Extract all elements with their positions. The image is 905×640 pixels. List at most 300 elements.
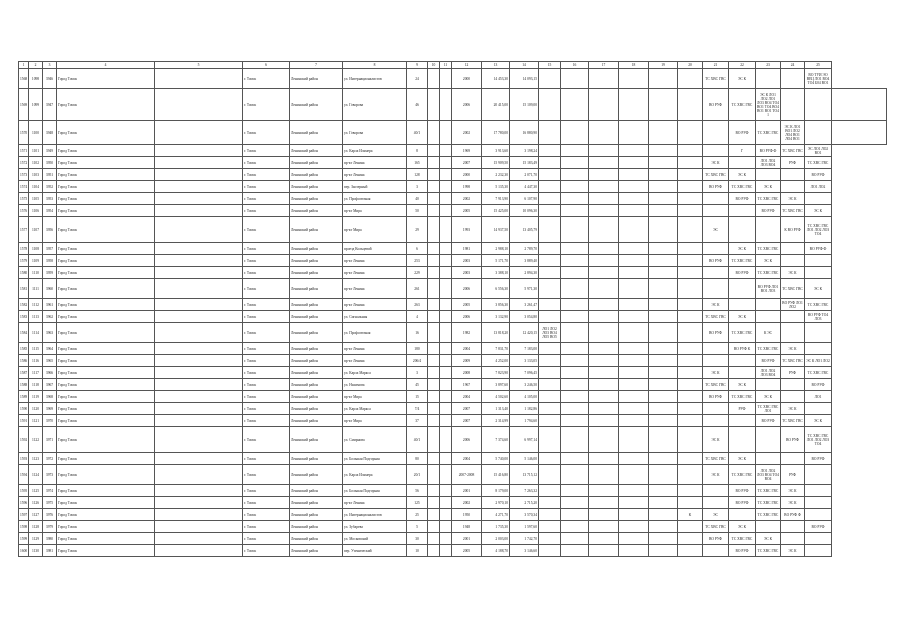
column-number: 3 bbox=[43, 62, 57, 69]
table-cell bbox=[539, 157, 561, 169]
table-cell: 1572 bbox=[19, 157, 29, 169]
table-cell: ТС ХВС ГВС bbox=[729, 255, 756, 267]
table-cell: ТС ХВС ГВС bbox=[805, 157, 832, 169]
table-cell bbox=[440, 533, 452, 545]
table-cell: ТС ХВС ГВС bbox=[703, 169, 729, 181]
table-cell bbox=[561, 391, 589, 403]
table-cell: ул. Говорова bbox=[343, 121, 407, 145]
table-cell: 1584 bbox=[19, 323, 29, 343]
column-number: 2 bbox=[29, 62, 43, 69]
table-cell bbox=[619, 279, 649, 299]
table-row bbox=[19, 169, 887, 181]
table-cell bbox=[155, 217, 243, 243]
table-cell bbox=[428, 311, 440, 323]
table-cell: Ленинский район bbox=[290, 521, 343, 533]
table-cell bbox=[649, 205, 678, 217]
table-cell bbox=[649, 267, 678, 279]
table-cell bbox=[678, 497, 703, 509]
table-cell bbox=[561, 521, 589, 533]
table-cell bbox=[589, 69, 619, 89]
table-cell: 2000 bbox=[452, 169, 482, 181]
table-cell: ЭС К bbox=[729, 169, 756, 181]
table-cell: 3 133,05 bbox=[510, 355, 539, 367]
table-cell: 1 794,60 bbox=[510, 415, 539, 427]
table-cell: 1573 bbox=[19, 169, 29, 181]
table-cell: ТС ХВС ГВС bbox=[805, 367, 832, 379]
table-cell bbox=[561, 279, 589, 299]
table-cell: ТС ХВС ГВС bbox=[805, 299, 832, 311]
table-cell: 14 937,50 bbox=[482, 217, 510, 243]
table-cell: ЭС К ЛО1 ВО1 ЛО2 ЛО4 ВО1 ЛО4 ВО1 bbox=[781, 121, 805, 145]
table-cell: ЛО1 ЛО2 ЛО3 ВО4 ТО4 ВО4 bbox=[756, 465, 781, 485]
table-cell bbox=[440, 181, 452, 193]
table-cell bbox=[155, 391, 243, 403]
table-cell: ЭС К ЛО1 ЛО2 ЛО1 ЛО3 ВО4 ТО4 ВО1 ТО4 ВО4 ВО1 ВО1 ТО4 1 bbox=[756, 89, 781, 121]
table-cell: 6 556,30 bbox=[482, 279, 510, 299]
table-cell: 1129 bbox=[29, 533, 43, 545]
table-cell: ТС ХВС ГВС bbox=[703, 311, 729, 323]
table-row bbox=[19, 521, 887, 533]
table-cell bbox=[428, 453, 440, 465]
table-cell: 206/4 bbox=[407, 355, 428, 367]
table-cell: г. Томск bbox=[243, 205, 290, 217]
table-cell bbox=[539, 509, 561, 521]
table-cell bbox=[703, 415, 729, 427]
table-cell bbox=[589, 181, 619, 193]
table-cell bbox=[805, 89, 832, 121]
table-cell: 1112 bbox=[29, 299, 43, 311]
table-cell bbox=[678, 267, 703, 279]
table-cell: проезд Кольцевой bbox=[343, 243, 407, 255]
table-cell bbox=[155, 403, 243, 415]
table-cell bbox=[805, 509, 832, 521]
table-cell: Ленинский район bbox=[290, 311, 343, 323]
column-number: 16 bbox=[561, 62, 589, 69]
table-cell: 1576 bbox=[19, 205, 29, 217]
table-cell bbox=[703, 343, 729, 355]
table-row bbox=[19, 69, 887, 89]
table-cell: 3963 bbox=[43, 323, 57, 343]
table-cell: ул. Большая Подгорная bbox=[343, 453, 407, 465]
table-cell: 1109 bbox=[29, 255, 43, 267]
table-cell: пр-кт Ленина bbox=[343, 157, 407, 169]
table-cell: ТС ХВС ГВС bbox=[756, 509, 781, 521]
table-cell bbox=[539, 403, 561, 415]
table-cell bbox=[781, 89, 805, 121]
table-cell: 5 135,30 bbox=[482, 181, 510, 193]
table-cell bbox=[678, 379, 703, 391]
table-cell bbox=[649, 243, 678, 255]
table-cell: Город Томск bbox=[57, 193, 155, 205]
table-cell: Ленинский район bbox=[290, 267, 343, 279]
table-cell bbox=[649, 453, 678, 465]
table-cell: 3 198,24 bbox=[510, 145, 539, 157]
table-cell bbox=[589, 267, 619, 279]
table-cell bbox=[589, 205, 619, 217]
table-cell: 13 715,12 bbox=[510, 465, 539, 485]
table-row bbox=[19, 145, 887, 157]
table-cell bbox=[805, 343, 832, 355]
table-row bbox=[19, 181, 887, 193]
table-cell: 3966 bbox=[43, 367, 57, 379]
table-cell: ул. Говорова bbox=[343, 89, 407, 121]
table-cell bbox=[539, 427, 561, 453]
table-cell bbox=[678, 279, 703, 299]
table-cell bbox=[649, 69, 678, 89]
table-cell bbox=[805, 267, 832, 279]
table-cell bbox=[440, 145, 452, 157]
table-cell: ЭС К bbox=[729, 243, 756, 255]
table-cell: 4 447,30 bbox=[510, 181, 539, 193]
table-cell bbox=[589, 533, 619, 545]
table-cell: 3947 bbox=[43, 89, 57, 121]
table-cell bbox=[649, 379, 678, 391]
table-cell: ТС ХВС ГВС bbox=[729, 465, 756, 485]
table-cell bbox=[781, 323, 805, 343]
table-cell bbox=[781, 311, 805, 323]
table-cell: ТС ХВС ГВС ЛО1 ЛО2 ЛО3 ТО4 bbox=[805, 217, 832, 243]
table-cell: г. Томск bbox=[243, 311, 290, 323]
table-cell bbox=[589, 217, 619, 243]
table-cell: 2007 bbox=[452, 415, 482, 427]
table-cell bbox=[756, 299, 781, 311]
table-cell bbox=[428, 323, 440, 343]
table-cell: ТС ХВС ГВС bbox=[729, 533, 756, 545]
table-cell: ТС ХВС ГВС bbox=[781, 205, 805, 217]
table-cell bbox=[428, 379, 440, 391]
table-cell: 40 bbox=[407, 193, 428, 205]
table-cell bbox=[155, 169, 243, 181]
table-cell: 2 988,10 bbox=[482, 243, 510, 255]
column-number: 9 bbox=[407, 62, 428, 69]
table-cell bbox=[155, 267, 243, 279]
table-cell: 7 263,32 bbox=[510, 485, 539, 497]
table-cell bbox=[589, 255, 619, 267]
table-cell: 1571 bbox=[19, 145, 29, 157]
table-cell bbox=[428, 465, 440, 485]
table-cell: Ленинский район bbox=[290, 403, 343, 415]
table-cell bbox=[756, 521, 781, 533]
table-cell bbox=[678, 217, 703, 243]
table-cell bbox=[703, 145, 729, 157]
table-cell bbox=[561, 89, 589, 121]
table-cell: Город Томск bbox=[57, 181, 155, 193]
table-cell bbox=[539, 367, 561, 379]
table-cell bbox=[561, 169, 589, 181]
table-cell bbox=[561, 193, 589, 205]
table-cell: Город Томск bbox=[57, 89, 155, 121]
column-number: 10 bbox=[428, 62, 440, 69]
table-cell: 3948 bbox=[43, 121, 57, 145]
table-cell: 1998 bbox=[452, 181, 482, 193]
table-cell: пр-кт Мира bbox=[343, 415, 407, 427]
table-cell: 5 146,00 bbox=[510, 453, 539, 465]
column-number: 17 bbox=[589, 62, 619, 69]
table-cell: г. Томск bbox=[243, 533, 290, 545]
table-cell: ТС ХВС ГВС bbox=[729, 323, 756, 343]
table-cell bbox=[440, 169, 452, 181]
table-cell bbox=[155, 279, 243, 299]
table-cell: Город Томск bbox=[57, 311, 155, 323]
table-cell bbox=[781, 255, 805, 267]
table-cell: 3951 bbox=[43, 169, 57, 181]
table-cell bbox=[589, 403, 619, 415]
table-cell: Ленинский район bbox=[290, 427, 343, 453]
table-cell: 2000 bbox=[452, 69, 482, 89]
table-cell bbox=[561, 545, 589, 557]
table-cell bbox=[619, 403, 649, 415]
table-cell bbox=[440, 379, 452, 391]
column-number: 5 bbox=[155, 62, 243, 69]
table-cell: 1110 bbox=[29, 267, 43, 279]
table-cell: 3956 bbox=[43, 217, 57, 243]
table-cell: ул. Профсоюзная bbox=[343, 193, 407, 205]
table-cell: г. Томск bbox=[243, 299, 290, 311]
table-cell bbox=[440, 193, 452, 205]
table-cell: 2004 bbox=[452, 391, 482, 403]
table-cell: Ленинский район bbox=[290, 299, 343, 311]
column-number: 15 bbox=[539, 62, 561, 69]
table-cell bbox=[619, 367, 649, 379]
table-cell bbox=[155, 485, 243, 497]
table-cell: 2 715,20 bbox=[510, 497, 539, 509]
table-cell bbox=[440, 427, 452, 453]
table-cell bbox=[539, 415, 561, 427]
table-cell bbox=[561, 69, 589, 89]
table-cell: ТС ХВС ГВС bbox=[729, 181, 756, 193]
table-cell bbox=[678, 355, 703, 367]
table-cell bbox=[649, 391, 678, 403]
table-cell bbox=[440, 485, 452, 497]
table-cell: 1948 bbox=[452, 521, 482, 533]
table-cell: 5 740,00 bbox=[482, 453, 510, 465]
table-cell: ТС ХВС ГВС bbox=[756, 497, 781, 509]
table-cell bbox=[539, 453, 561, 465]
table-cell: ул. Карла Ильмера bbox=[343, 465, 407, 485]
table-cell bbox=[649, 279, 678, 299]
table-cell: 1950 bbox=[452, 509, 482, 521]
table-cell bbox=[440, 497, 452, 509]
table-cell: Ленинский район bbox=[290, 121, 343, 145]
table-cell bbox=[428, 509, 440, 521]
table-cell: 1102 bbox=[29, 157, 43, 169]
table-cell: ЛО1 ЛО2 ЛО3 ВО4 bbox=[756, 367, 781, 379]
table-row bbox=[19, 267, 887, 279]
table-row bbox=[19, 255, 887, 267]
table-cell: 2009 bbox=[452, 355, 482, 367]
table-row bbox=[19, 367, 887, 379]
table-cell: г. Томск bbox=[243, 243, 290, 255]
table-cell: ТС ХВС ГВС bbox=[756, 193, 781, 205]
table-cell: г. Томск bbox=[243, 545, 290, 557]
table-cell: г. Томск bbox=[243, 145, 290, 157]
table-cell: 3 132,90 bbox=[482, 311, 510, 323]
table-cell: 7 831,70 bbox=[482, 343, 510, 355]
table-cell: ВО РУФ bbox=[756, 205, 781, 217]
table-cell: 3954 bbox=[43, 205, 57, 217]
table-cell: 1104 bbox=[29, 181, 43, 193]
table-cell: Город Томск bbox=[57, 279, 155, 299]
table-cell: ул. Сигнальная bbox=[343, 311, 407, 323]
table-cell bbox=[619, 181, 649, 193]
table-cell: ТС ХВС ГВС bbox=[756, 343, 781, 355]
table-cell bbox=[155, 69, 243, 89]
table-cell: 10 096,30 bbox=[510, 205, 539, 217]
table-cell bbox=[703, 121, 729, 145]
table-cell: г. Томск bbox=[243, 379, 290, 391]
table-cell: ЭС К bbox=[729, 311, 756, 323]
table-cell: Ленинский район bbox=[290, 355, 343, 367]
table-cell bbox=[619, 243, 649, 255]
table-cell: 1108 bbox=[29, 243, 43, 255]
table-cell: К ВО РУФ bbox=[781, 217, 805, 243]
table-cell: 40/1 bbox=[407, 121, 428, 145]
table-row bbox=[19, 193, 887, 205]
table-cell: 1117 bbox=[29, 367, 43, 379]
register-table bbox=[18, 61, 887, 557]
table-cell bbox=[703, 485, 729, 497]
table-cell: Город Томск bbox=[57, 267, 155, 279]
table-cell: ЭС bbox=[703, 217, 729, 243]
table-cell: 20 415,00 bbox=[482, 89, 510, 121]
table-row bbox=[19, 509, 887, 521]
table-cell: ВО РУФ bbox=[729, 121, 756, 145]
table-cell: ЭС К bbox=[781, 343, 805, 355]
table-cell bbox=[703, 403, 729, 415]
table-cell: 5 171,70 bbox=[482, 255, 510, 267]
table-cell bbox=[649, 217, 678, 243]
table-cell bbox=[589, 169, 619, 181]
table-cell: 46 bbox=[407, 89, 428, 121]
table-cell: 1107 bbox=[29, 217, 43, 243]
table-cell: ЭС К bbox=[781, 485, 805, 497]
table-cell: 2007 bbox=[452, 403, 482, 415]
table-cell: 2008 bbox=[452, 367, 482, 379]
table-cell bbox=[649, 343, 678, 355]
table-cell: ТС ХВС ГВС bbox=[781, 279, 805, 299]
table-cell: 2006 bbox=[452, 427, 482, 453]
table-cell: ЭС К bbox=[703, 367, 729, 379]
table-cell: 1105 bbox=[29, 193, 43, 205]
table-cell: 1115 bbox=[29, 343, 43, 355]
table-cell: ВО РУФ Ф bbox=[805, 243, 832, 255]
table-cell: 3965 bbox=[43, 355, 57, 367]
table-cell: ул. Интернационалистов bbox=[343, 69, 407, 89]
table-cell: г. Томск bbox=[243, 255, 290, 267]
table-cell bbox=[440, 157, 452, 169]
table-cell: 1600 bbox=[19, 545, 29, 557]
table-cell: г. Томск bbox=[243, 391, 290, 403]
table-cell: 1 735,30 bbox=[482, 521, 510, 533]
table-cell: 24 bbox=[407, 69, 428, 89]
table-cell: 2006 bbox=[452, 89, 482, 121]
table-cell: ЭС К bbox=[703, 427, 729, 453]
table-cell: РУФ bbox=[781, 367, 805, 379]
table-cell: 6 bbox=[407, 243, 428, 255]
table-cell bbox=[703, 545, 729, 557]
table-cell: 1581 bbox=[19, 279, 29, 299]
table-cell: 1598 bbox=[19, 521, 29, 533]
table-cell: 15 183,49 bbox=[510, 157, 539, 169]
table-cell: 7 183,00 bbox=[510, 343, 539, 355]
table-cell bbox=[539, 181, 561, 193]
table-cell: пр-кт Мира bbox=[343, 205, 407, 217]
table-cell bbox=[561, 427, 589, 453]
table-cell: 3969 bbox=[43, 403, 57, 415]
table-cell: ТС ХВС ГВС bbox=[756, 545, 781, 557]
table-cell: г. Томск bbox=[243, 193, 290, 205]
table-cell bbox=[440, 205, 452, 217]
table-cell: ЭС К ЛО1 ЛО2 bbox=[805, 355, 832, 367]
column-number: 1 bbox=[19, 62, 29, 69]
table-cell: 3 146,60 bbox=[510, 545, 539, 557]
table-cell: г. Томск bbox=[243, 279, 290, 299]
table-cell bbox=[781, 243, 805, 255]
table-cell bbox=[805, 403, 832, 415]
table-cell: 4 271,70 bbox=[482, 509, 510, 521]
table-cell: 3971 bbox=[43, 427, 57, 453]
table-cell: г. Томск bbox=[243, 69, 290, 89]
table-cell bbox=[649, 367, 678, 379]
column-number: 4 bbox=[57, 62, 155, 69]
column-number: 8 bbox=[343, 62, 407, 69]
table-cell: 3968 bbox=[43, 391, 57, 403]
table-cell bbox=[561, 181, 589, 193]
table-cell: ЭС К bbox=[703, 299, 729, 311]
table-cell: пр-кт Ленина bbox=[343, 343, 407, 355]
table-cell bbox=[805, 193, 832, 205]
table-cell: 1 742,70 bbox=[510, 533, 539, 545]
table-cell: Город Томск bbox=[57, 243, 155, 255]
table-cell bbox=[539, 391, 561, 403]
table-cell: пр-кт Ленина bbox=[343, 169, 407, 181]
table-cell bbox=[155, 193, 243, 205]
table-cell bbox=[649, 169, 678, 181]
table-cell: пр-кт Мира bbox=[343, 391, 407, 403]
table-cell bbox=[440, 323, 452, 343]
table-cell bbox=[428, 279, 440, 299]
table-cell bbox=[619, 157, 649, 169]
table-cell: 16 bbox=[407, 323, 428, 343]
table-cell: 1993 bbox=[452, 217, 482, 243]
table-cell: 2002 bbox=[452, 497, 482, 509]
table-cell bbox=[440, 509, 452, 521]
table-cell bbox=[589, 497, 619, 509]
table-cell bbox=[428, 533, 440, 545]
table-cell: 261 bbox=[407, 279, 428, 299]
table-cell: Город Томск bbox=[57, 509, 155, 521]
table-cell bbox=[589, 323, 619, 343]
table-cell: Город Томск bbox=[57, 69, 155, 89]
table-cell bbox=[649, 497, 678, 509]
table-row bbox=[19, 427, 887, 453]
table-cell bbox=[805, 323, 832, 343]
table-cell bbox=[539, 193, 561, 205]
table-cell: Город Томск bbox=[57, 545, 155, 557]
table-cell bbox=[729, 355, 756, 367]
table-cell bbox=[649, 485, 678, 497]
table-cell bbox=[539, 379, 561, 391]
table-cell: 8 179,00 bbox=[482, 485, 510, 497]
table-cell bbox=[155, 415, 243, 427]
table-cell bbox=[428, 193, 440, 205]
table-cell: 1124 bbox=[29, 465, 43, 485]
table-cell bbox=[589, 343, 619, 355]
table-cell: г. Томск bbox=[243, 403, 290, 415]
table-cell: Ленинский район bbox=[290, 69, 343, 89]
table-cell: 3979 bbox=[43, 521, 57, 533]
table-cell: 125 bbox=[407, 497, 428, 509]
